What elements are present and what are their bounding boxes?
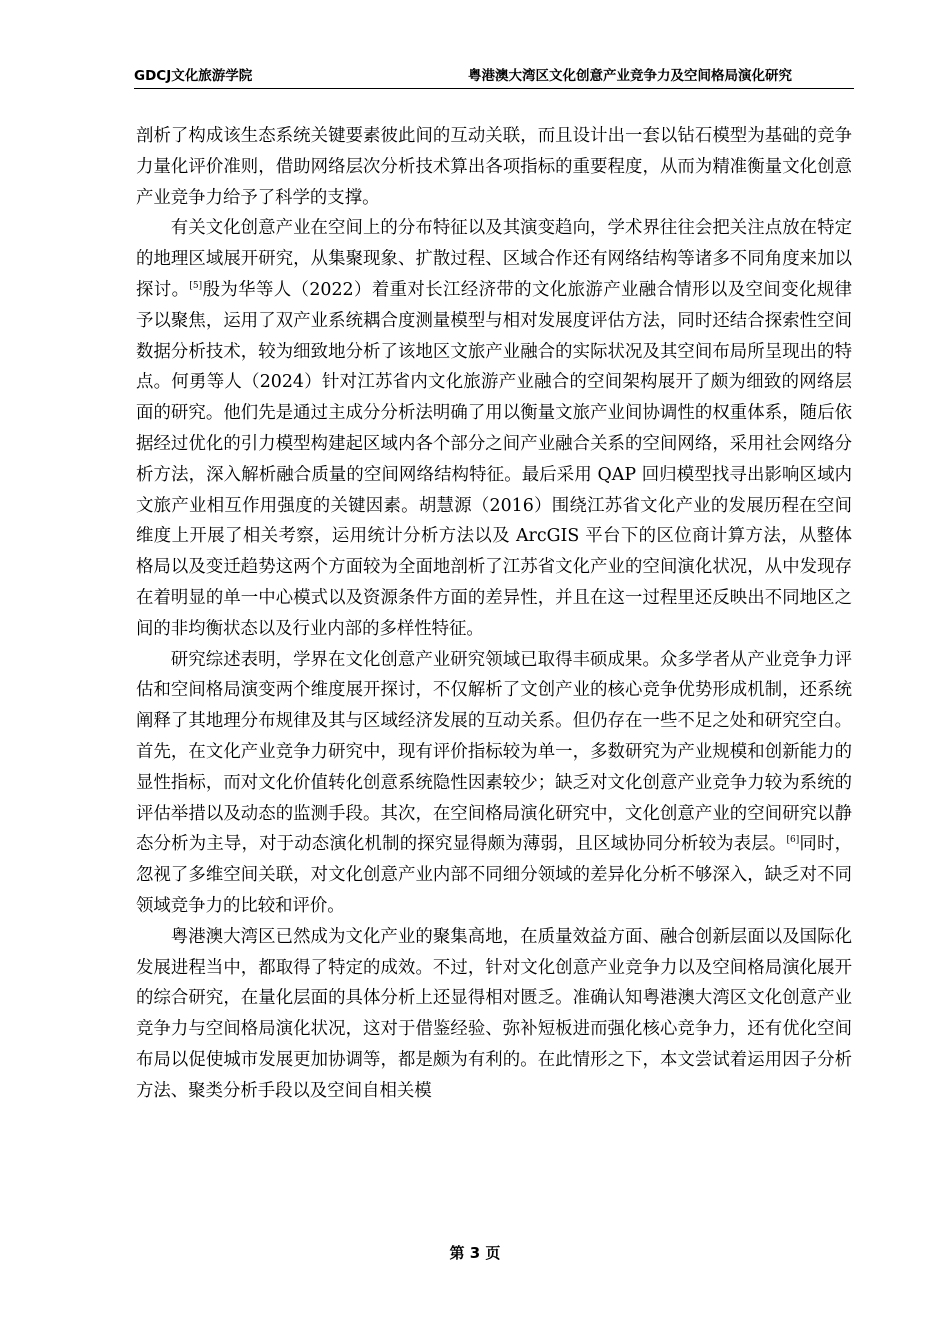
paragraph-text: 殷为华等人（2022）着重对长江经济带的文化旅游产业融合情形以及空间变化规律予以聚焦，运用了双产业系统耦合度测量模型与相对发展度评估方法，同时还结合探索性空间数据分析技术，较为细致地分析了该地区文旅产业融合的实际状况及其空间布局所呈现出的特点。何勇等人（2024）针对江苏省内文化旅游产业融合的空间架构展开了颇为细致的网络层面的研究。他们先是通过主成分分析法明确了用以衡量文旅产业间协调性的权重体系，随后依据经过优化的引力模型构建起区域内各个部分之间产业融合关系的空间网络，采用社会网络分析方法，深入解析融合质量的空间网络结构特征。最后采用 QAP 回归模型找寻出影响区域内文旅产业相互作用强度的关键因素。胡慧源（2016）围绕江苏省文化产业的发展历程在空间维度上开展了相关考察，运用统计分析方法以及 ArcGIS 平台下的区位商计算方法，从整体格局以及变迁趋势这两个方面较为全面地剖析了江苏省文化产业的空间演化状况，从中发现存在着明显的单一中心模式以及资源条件方面的差异性，并且在这一过程里还反映出不同地区之间的非均衡状态以及行业内部的多样性特征。 <box>136 279 852 639</box>
paragraph-text: 剖析了构成该生态系统关键要素彼此间的互动关联，而且设计出一套以钻石模型为基础的竞争力量化评价准则，借助网络层次分析技术算出各项指标的重要程度，从而为精准衡量文化创意产业竞争力给予了科学的支撑。 <box>136 126 852 208</box>
body-paragraph <box>136 213 852 644</box>
citation-ref: [5] <box>189 281 203 292</box>
citation-ref: [6] <box>786 835 800 846</box>
paragraph-text: 研究综述表明，学界在文化创意产业研究领域已取得丰硕成果。众多学者从产业竞争力评估和空间格局演变两个维度展开探讨，不仅解析了文创产业的核心竞争优势形成机制，还系统阐释了其地理分布规律及其与区域经济发展的互动关系。但仍存在一些不足之处和研究空白。首先，在文化产业竞争力研究中，现有评价指标较为单一，多数研究为产业规模和创新能力的显性指标，而对文化价值转化创意系统隐性因素较少；缺乏对文化创意产业竞争力较为系统的评估举措以及动态的监测手段。其次，在空间格局演化研究中，文化创意产业的空间研究以静态分析为主导，对于动态演化机制的探究显得颇为薄弱，且区域协同分析较为表层。 <box>136 649 852 855</box>
paragraph-text: 同时，忽视了多维空间关联，对文化创意产业内部不同细分领域的差异化分析不够深入，缺乏对不同领域竞争力的比较和评价。 <box>136 834 852 916</box>
body-paragraph <box>136 645 852 922</box>
paragraph-text: 粤港澳大湾区已然成为文化产业的聚集高地，在质量效益方面、融合创新层面以及国际化发展进程当中，都取得了特定的成效。不过，针对文化创意产业竞争力以及空间格局演化展开的综合研究，在量化层面的具体分析上还显得相对匮乏。准确认知粤港澳大湾区文化创意产业竞争力与空间格局演化状况，这对于借鉴经验、弥补短板进而强化核心竞争力，还有优化空间布局以促使城市发展更加协调等，都是颇为有利的。在此情形之下，本文尝试着运用因子分析方法、聚类分析手段以及空间自相关模 <box>136 926 852 1101</box>
paragraph-text: 有关文化创意产业在空间上的分布特征以及其演变趋向，学术界往往会把关注点放在特定的地理区域展开研究，从集聚现象、扩散过程、区域合作还有网络结构等诸多不同角度来加以探讨。 <box>136 218 852 300</box>
header-paper-title: 粤港澳大湾区文化创意产业竞争力及空间格局演化研究 <box>468 68 792 84</box>
body-paragraph <box>136 922 852 1107</box>
body-text <box>136 121 852 1107</box>
header-divider <box>134 88 854 89</box>
page-number: 第 3 页 <box>449 1244 501 1262</box>
running-header <box>134 64 854 88</box>
header-institution: GDCJ文化旅游学院 <box>134 68 253 84</box>
body-paragraph <box>136 121 852 213</box>
